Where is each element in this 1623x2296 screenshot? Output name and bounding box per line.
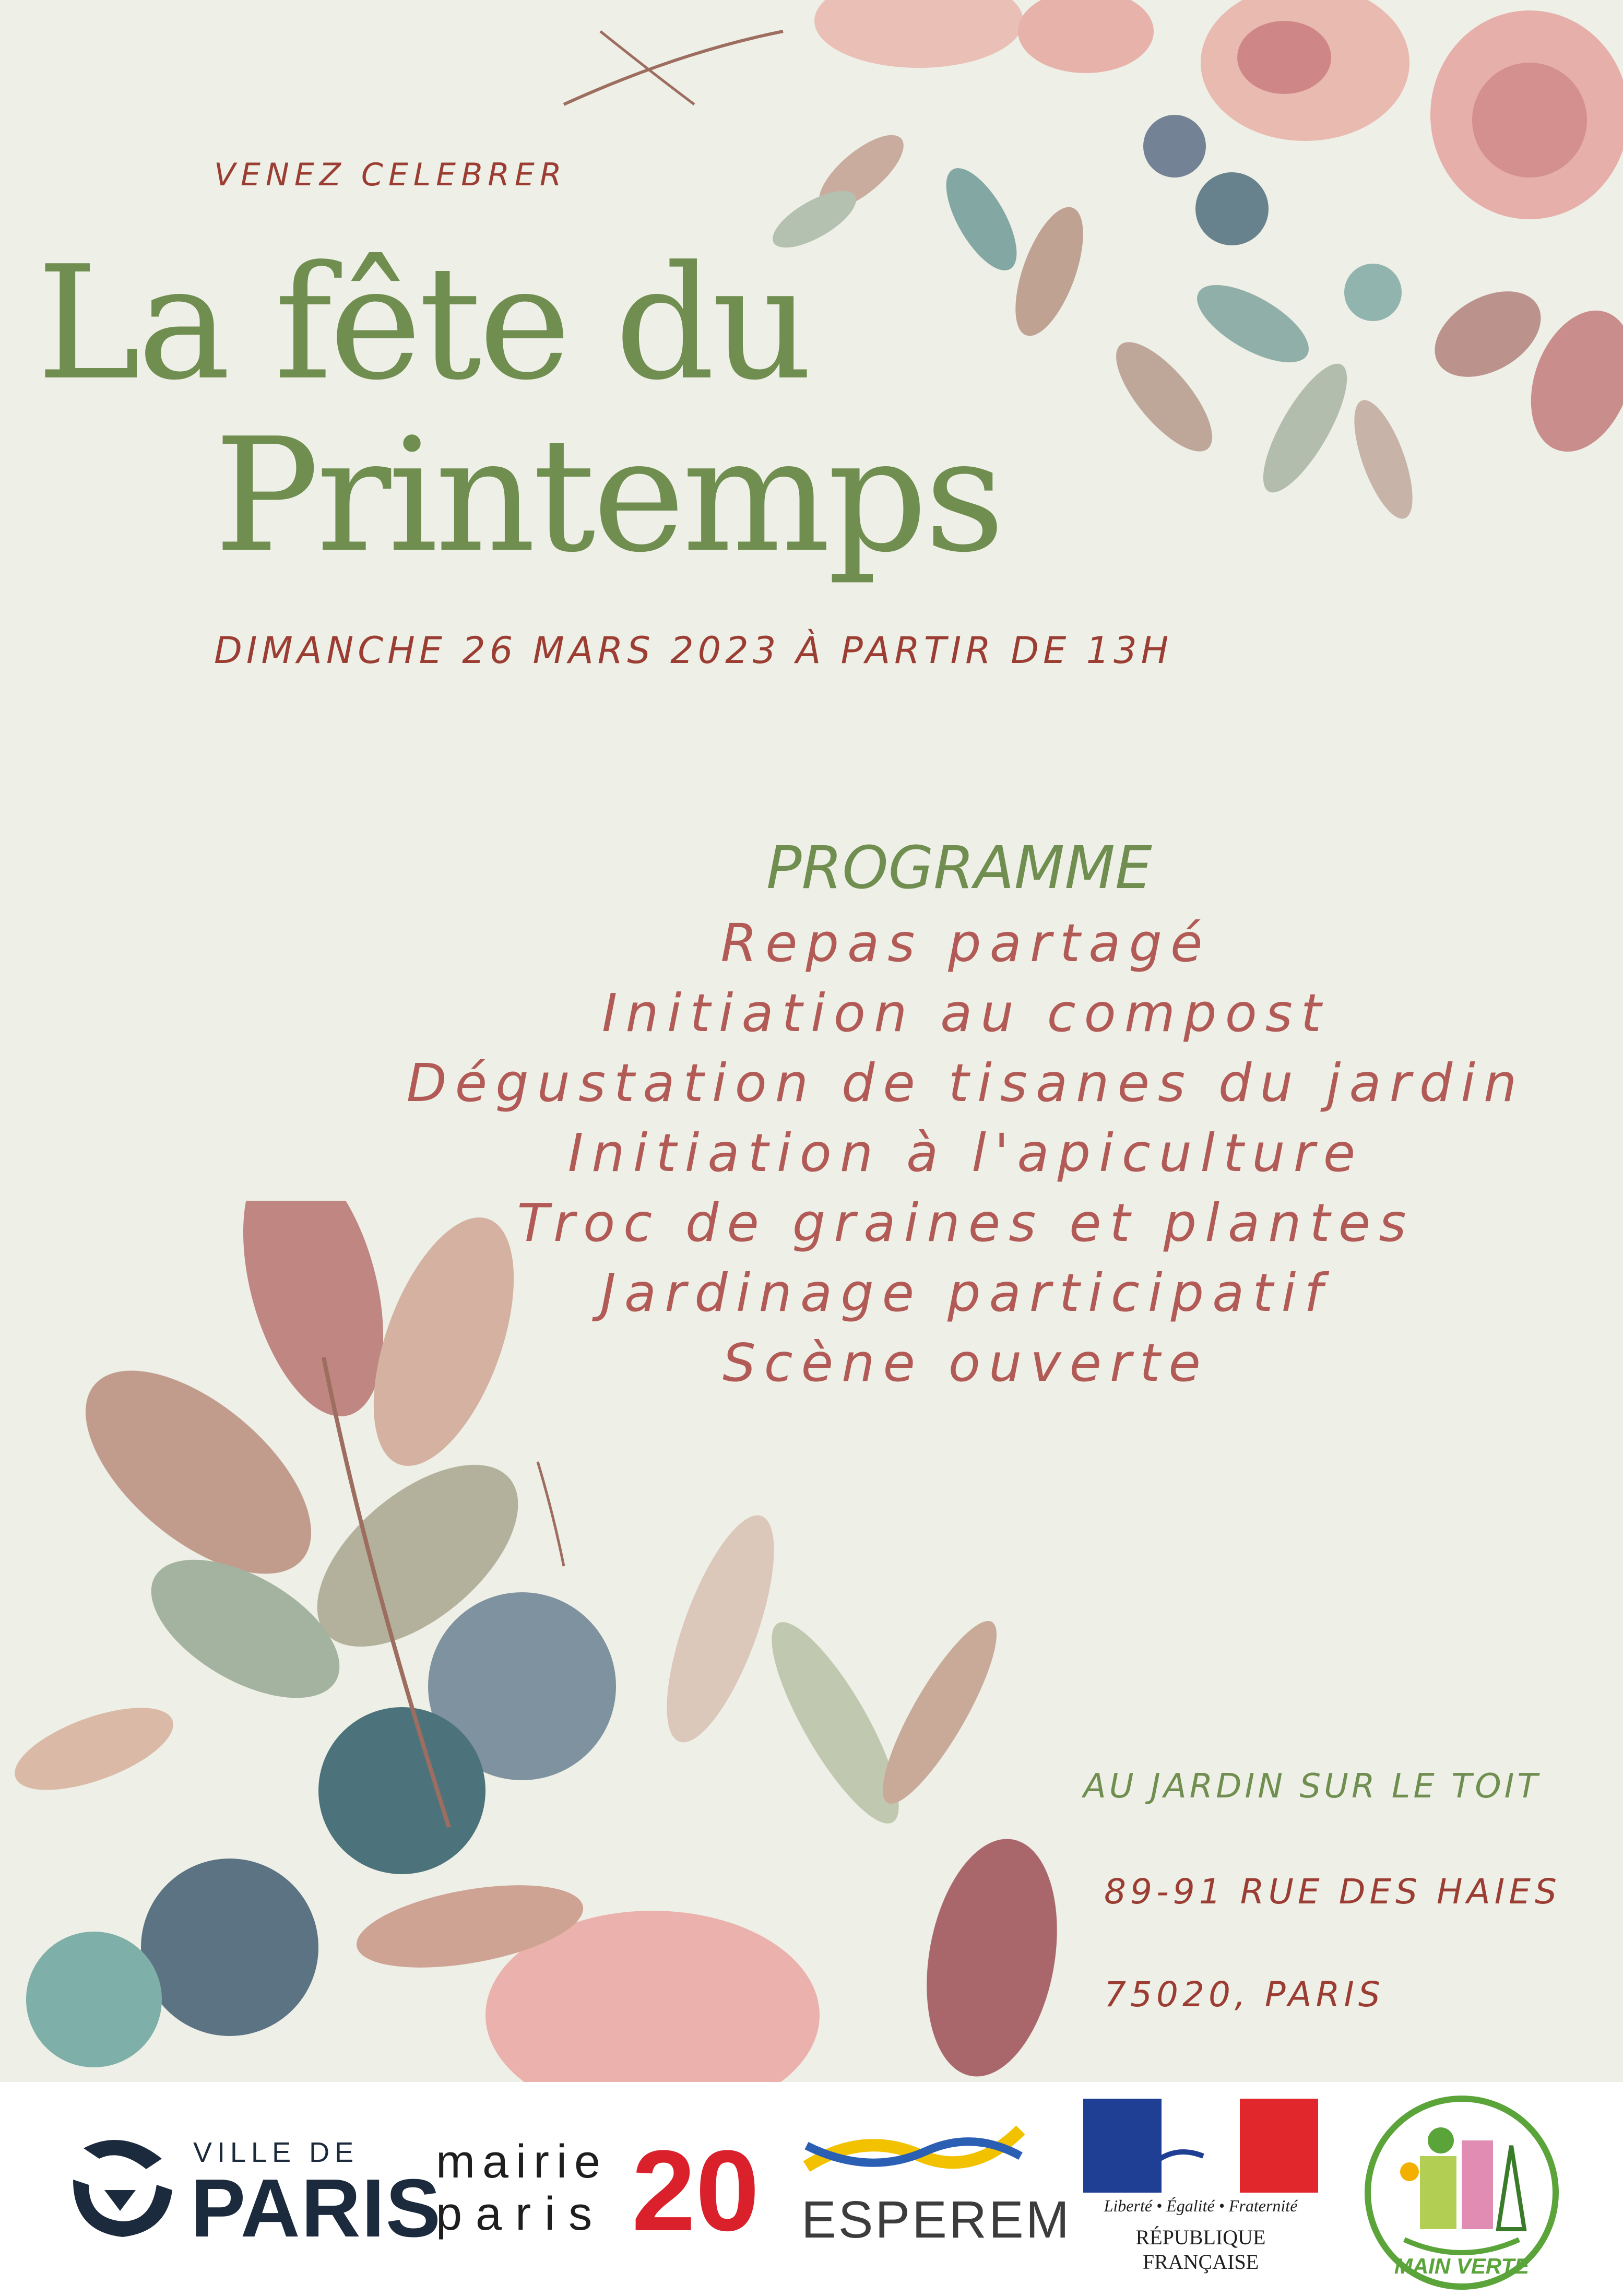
marianne-icon: [1083, 2099, 1318, 2193]
programme-item: Troc de graines et plantes: [517, 1192, 1415, 1253]
programme-item: Dégustation de tisanes du jardin: [406, 1052, 1525, 1114]
republique-motto: Liberté • Égalité • Fraternité: [1104, 2196, 1298, 2215]
kicker-text: VENEZ CELEBRER: [214, 157, 567, 193]
main-verte-text: MAIN VERTE: [1394, 2254, 1530, 2278]
programme-item: Initiation à l'apiculture: [567, 1122, 1364, 1183]
republique-name: RÉPUBLIQUE FRANÇAISE: [1135, 2226, 1266, 2274]
programme-item: Repas partagé: [720, 913, 1211, 974]
venue-name: AU JARDIN SUR LE TOIT: [1083, 1767, 1541, 1806]
programme-item: Initiation au compost: [601, 983, 1330, 1044]
esperem-wave-icon: [801, 2109, 1026, 2187]
paris-logo-title: PARIS: [191, 2162, 442, 2254]
programme-list: [397, 908, 1535, 1398]
title-line-2: Printemps: [214, 405, 1002, 587]
programme-title: PROGRAMME: [766, 834, 1152, 902]
paris-logo-icon: [63, 2127, 183, 2247]
title-line-1: La fête du: [37, 232, 810, 415]
programme-item: Jardinage participatif: [600, 1262, 1331, 1323]
paris-logo-subtitle: VILLE DE: [193, 2137, 359, 2168]
city-address: 75020, PARIS: [1104, 1974, 1384, 2015]
mairie-line-1: mairie: [436, 2136, 608, 2188]
mairie-number: 20: [632, 2126, 760, 2255]
programme-item: Scène ouverte: [722, 1332, 1209, 1393]
esperem-logo-text: ESPEREM: [801, 2191, 1072, 2249]
mairie-line-2: paris: [436, 2188, 606, 2240]
event-date: DIMANCHE 26 MARS 2023 À PARTIR DE 13H: [214, 629, 1173, 672]
main-verte-logo-icon: [1363, 2093, 1561, 2292]
street-address: 89-91 RUE DES HAIES: [1104, 1872, 1561, 1912]
